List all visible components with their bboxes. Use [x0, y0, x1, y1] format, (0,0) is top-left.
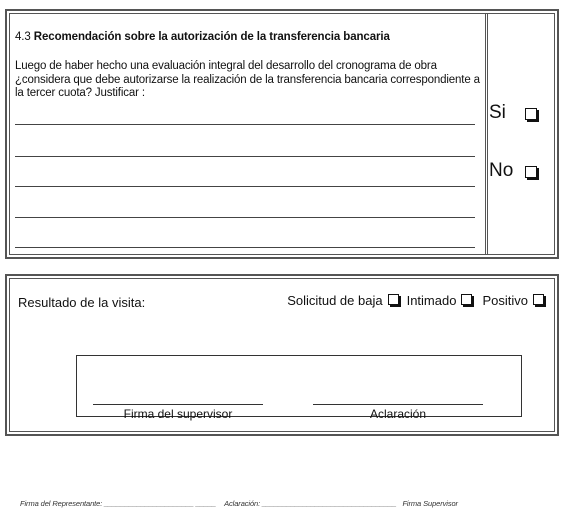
option-no-checkbox[interactable]	[525, 166, 537, 178]
justification-line-5[interactable]	[15, 247, 475, 248]
footer-signatures	[20, 499, 458, 508]
section-divider	[485, 14, 486, 254]
option-yes-checkbox[interactable]	[525, 108, 537, 120]
recommendation-inner-border	[9, 13, 555, 255]
justification-line-1[interactable]	[15, 124, 475, 125]
visit-result-options	[281, 293, 544, 308]
justification-line-2[interactable]	[15, 156, 475, 157]
justification-line-3[interactable]	[15, 186, 475, 187]
section-number: 4.3	[15, 31, 31, 43]
signature-box	[76, 355, 522, 421]
supervisor-signature-label: Firma del supervisor	[123, 407, 233, 421]
footer-representative-blank[interactable]: ______________________ _____	[104, 499, 217, 508]
option-yes-label: Si	[489, 102, 506, 123]
option-positivo-checkbox[interactable]	[533, 294, 544, 305]
section-heading	[15, 31, 390, 43]
visit-result-label: Resultado de la visita:	[18, 295, 146, 310]
section-title: Recomendación sobre la autorización de la transferencia bancaria	[33, 31, 390, 43]
visit-result-inner-border	[9, 278, 555, 432]
option-no-label: No	[489, 160, 514, 181]
visit-result-section	[5, 274, 559, 436]
supervisor-signature-line[interactable]	[93, 404, 263, 405]
option-positivo-label: Positivo	[482, 293, 528, 308]
footer-representative-label: Firma del Representante:	[20, 499, 103, 508]
footer-clarification-blank[interactable]: _________________________________	[262, 499, 397, 508]
justification-line-4[interactable]	[15, 217, 475, 218]
footer-supervisor-label: Firma Supervisor	[402, 499, 458, 508]
option-intimado-label: Intimado	[406, 293, 457, 308]
option-solicitud-baja-checkbox[interactable]	[388, 294, 399, 305]
option-intimado-checkbox[interactable]	[461, 294, 472, 305]
recommendation-section	[5, 9, 559, 259]
clarification-label: Aclaración	[369, 407, 427, 421]
clarification-line[interactable]	[313, 404, 483, 405]
question-text: Luego de haber hecho una evaluación integral del desarrollo del cronograma de obra ¿considera que debe autorizarse la realización de la transferencia bancaria correspondiente a la tercer cuota? Justificar :	[15, 60, 480, 99]
footer-clarification-label: Aclaración:	[224, 499, 261, 508]
option-solicitud-baja-label: Solicitud de baja	[287, 293, 383, 308]
section-divider-double	[487, 14, 488, 254]
